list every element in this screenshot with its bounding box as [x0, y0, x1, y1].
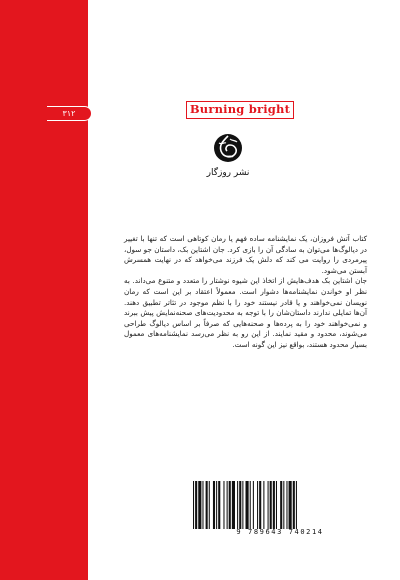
publisher-name: نشر روزگار: [206, 168, 250, 178]
series-number-badge: ۳۱۲: [47, 106, 92, 121]
blurb-paragraph-1: کتاب آتش فروزان، یک نمایشنامه ساده فهم یا رمان کوتاهی است که تنها با تغییر در دیالوگ‌ها می‌توان به سادگی آن را بازی کرد. جان اشتاین بک، داستان جو سول، پیرمردی را روایت می کند که دلش یک فرزند می‌خواهد که در نهایت همسرش آبستن می‌شود.: [124, 234, 367, 275]
isbn-digits: 9 789643 740214: [236, 528, 324, 536]
blurb-paragraph-2: جان اشتاین بک هدف‌هایش از اتخاذ این شیوه نوشتار را متعدد و متنوع می‌داند. به نظر او خواندن نمایشنامه‌ها دشوار است. معمولاً اعتقاد بر این است که رمان نویسان نمی‌خواهند و یا قادر نیستند خود را با نظم موجود در تئاتر تطبیق دهند. آن‌ها تمایلی ندارند داستان‌شان را با توجه به محدودیت‌های صحنه‌نمایش پیش ببرند و نمی‌خواهند خود را به پرده‌ها و صحنه‌هایی که صرفاً بر اساس دیالوگ طراحی می‌شوند، محدود و مقید نمایند. از این رو به نظر می‌رسد نمایشنامه‌های معمول بسیار محدود هستند، بواقع نیز این گونه است.: [124, 276, 367, 349]
barcode-icon: [190, 481, 370, 529]
red-spine-band: [0, 0, 88, 580]
back-cover-blurb: [124, 234, 367, 351]
publisher-logo-icon: [213, 133, 243, 163]
isbn-barcode: [190, 481, 370, 539]
english-title: Burning bright: [186, 101, 294, 119]
